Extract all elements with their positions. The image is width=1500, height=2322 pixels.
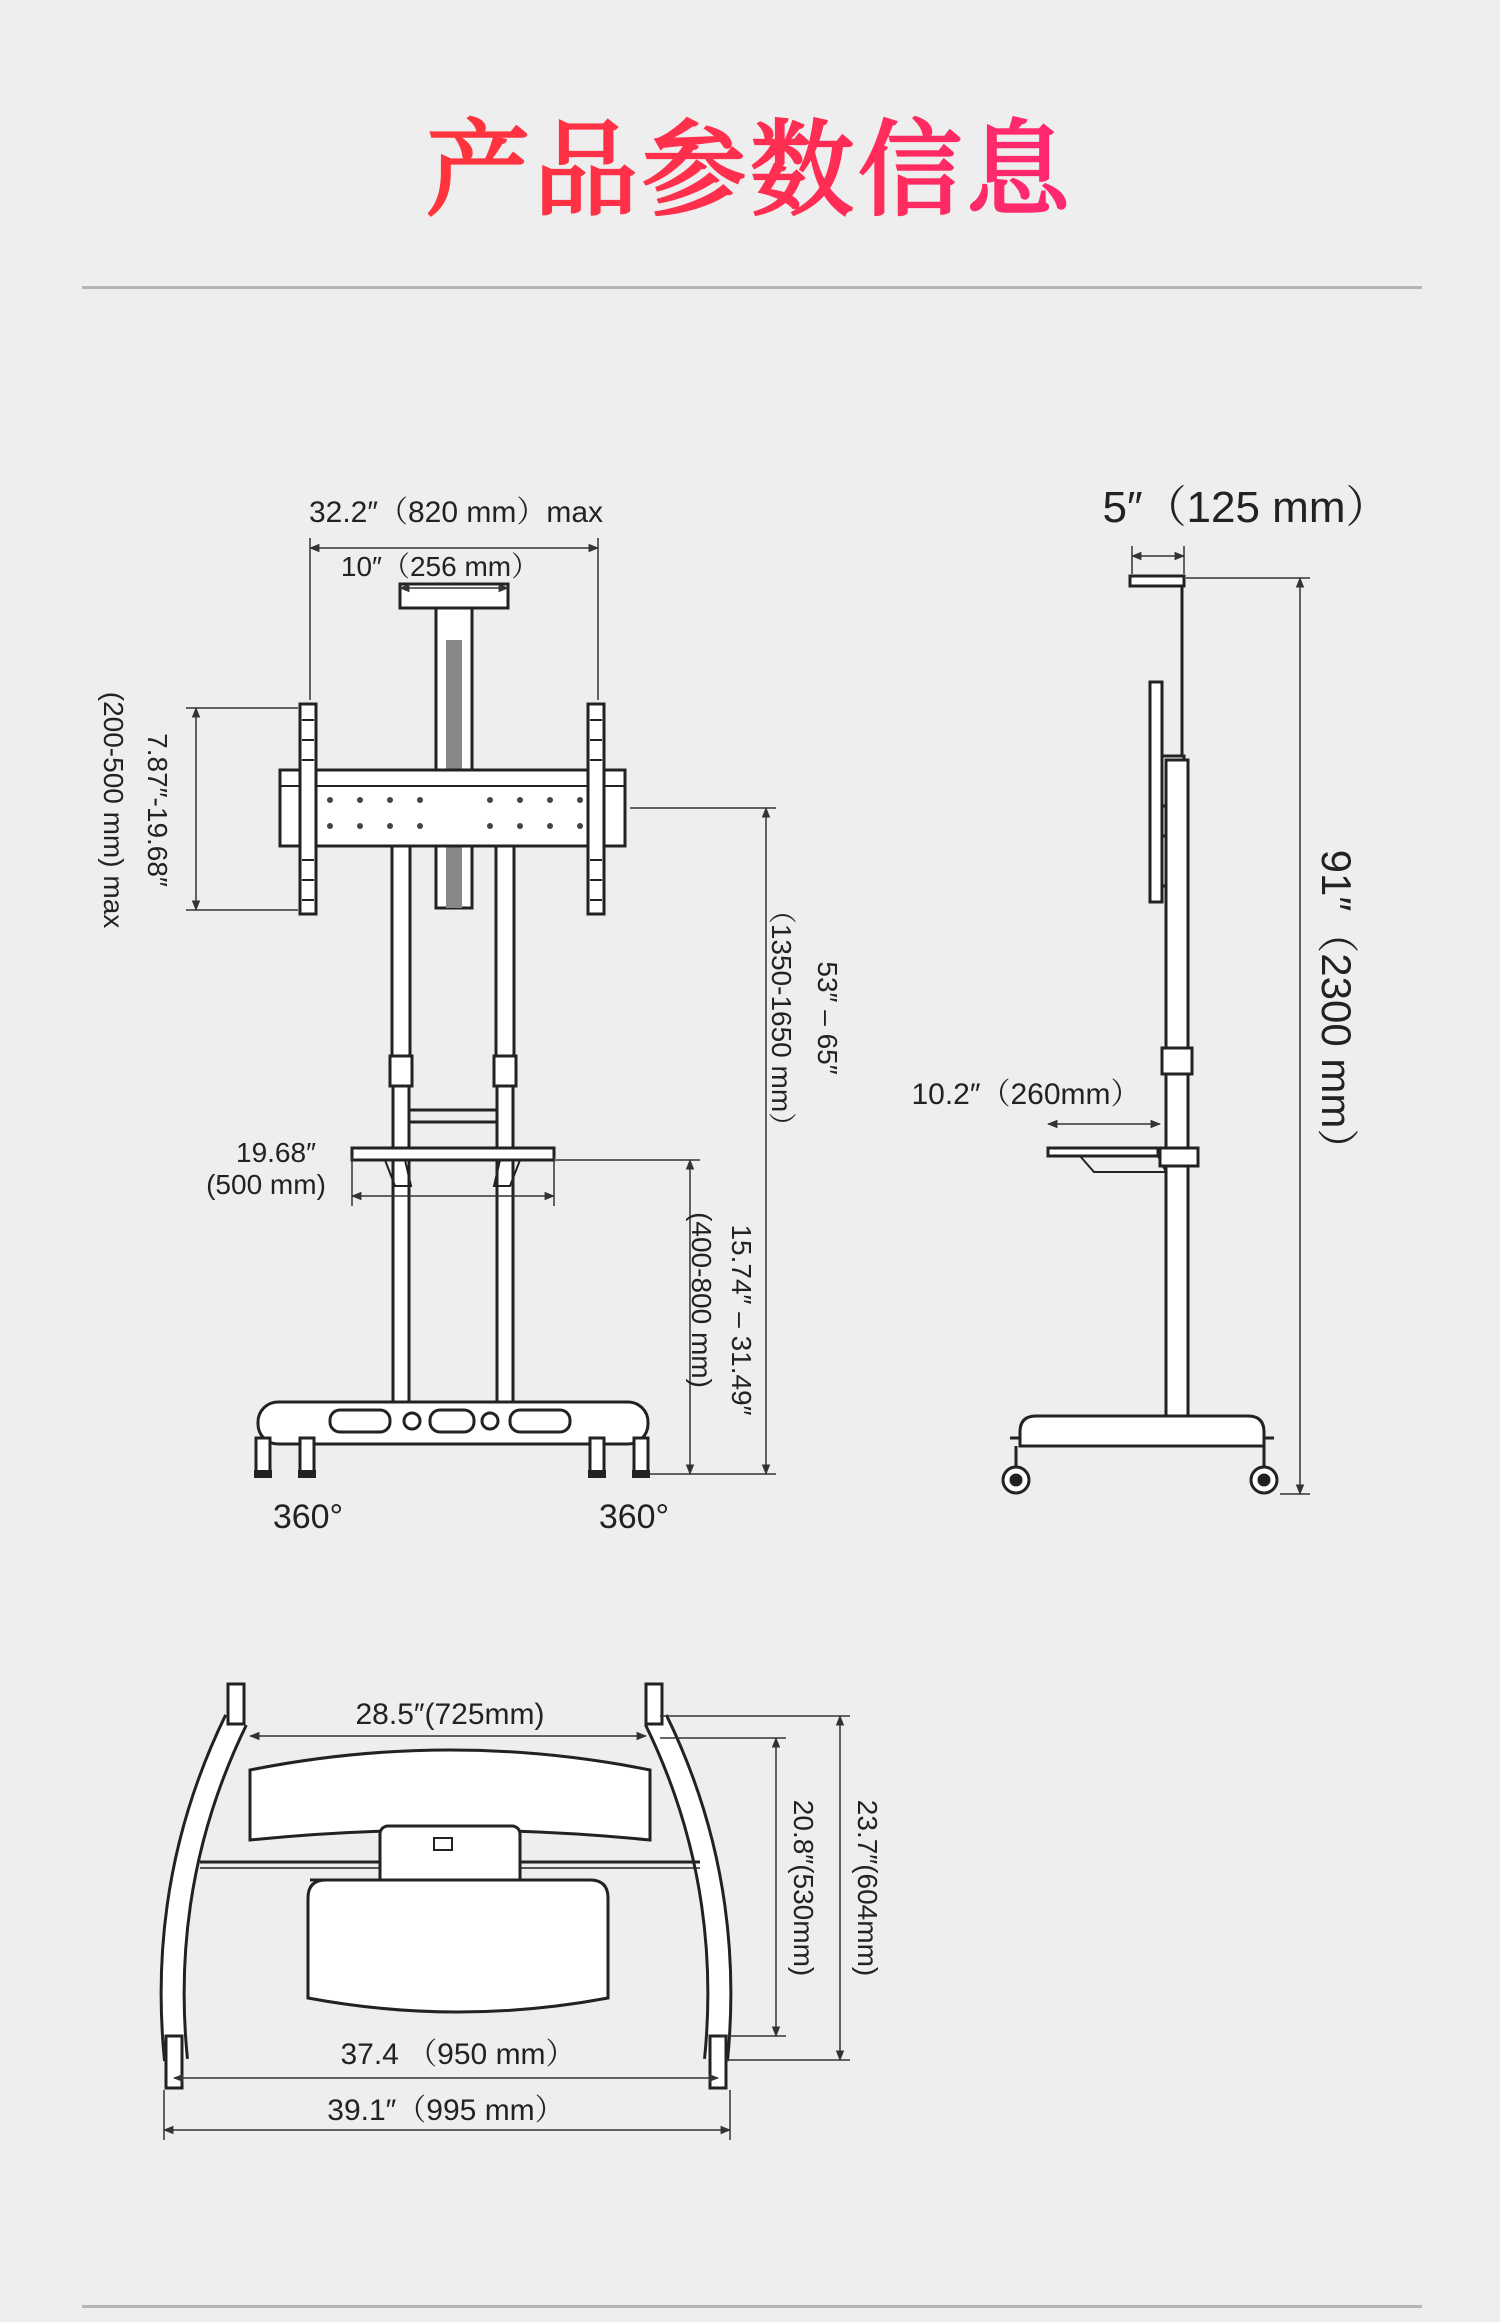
shelf-height-mm-label: (400-800 mm)	[686, 1212, 717, 1388]
inner-depth-label: 20.8″(530mm)	[788, 1799, 819, 1977]
top-depth-label: 5″（125 mm）	[1102, 483, 1390, 532]
side-shelf	[1048, 1148, 1158, 1156]
shelf-width-label: 19.68″	[236, 1137, 316, 1168]
base-tray	[308, 1880, 608, 2012]
page-title: 产品参数信息	[0, 110, 1500, 230]
plate-width-label: 10″（256 mm）	[340, 551, 540, 582]
mount-bar	[280, 770, 625, 846]
base-view	[166, 1684, 726, 2088]
outer-depth-label: 23.7″(604mm)	[852, 1799, 883, 1977]
rotation-left-label: 360°	[272, 1498, 344, 1536]
shelf-width-mm-label: (500 mm)	[206, 1169, 326, 1200]
screen-height-label: 53″ – 65″	[812, 961, 843, 1075]
side-mount	[1150, 682, 1162, 902]
vesa-arm-left	[300, 704, 316, 914]
vesa-height-label: 7.87″-19.68″	[142, 733, 173, 887]
screen-height-mm-label: （1350-1650 mm）	[766, 895, 797, 1141]
shelf-height-label: 15.74″ – 31.49″	[726, 1224, 757, 1416]
rotation-right-label: 360°	[598, 1498, 670, 1536]
side-top-plate	[1130, 576, 1184, 586]
max-width-label: 32.2″（820 mm）max	[308, 496, 604, 529]
inner-width-label: 28.5″(725mm)	[355, 1698, 545, 1731]
shelf	[352, 1148, 554, 1160]
vesa-arm-right	[588, 704, 604, 914]
wheel-width-label: 37.4 （950 mm）	[340, 2038, 576, 2071]
total-height-label: 91″（2300 mm）	[1313, 849, 1360, 1171]
front-view	[254, 584, 650, 1478]
vesa-height-mm-label: (200-500 mm) max	[98, 691, 129, 929]
side-base	[1020, 1416, 1264, 1446]
side-view	[1003, 576, 1277, 1493]
shelf-depth-label: 10.2″（260mm）	[911, 1078, 1141, 1111]
total-width-label: 39.1″（995 mm）	[327, 2094, 565, 2127]
